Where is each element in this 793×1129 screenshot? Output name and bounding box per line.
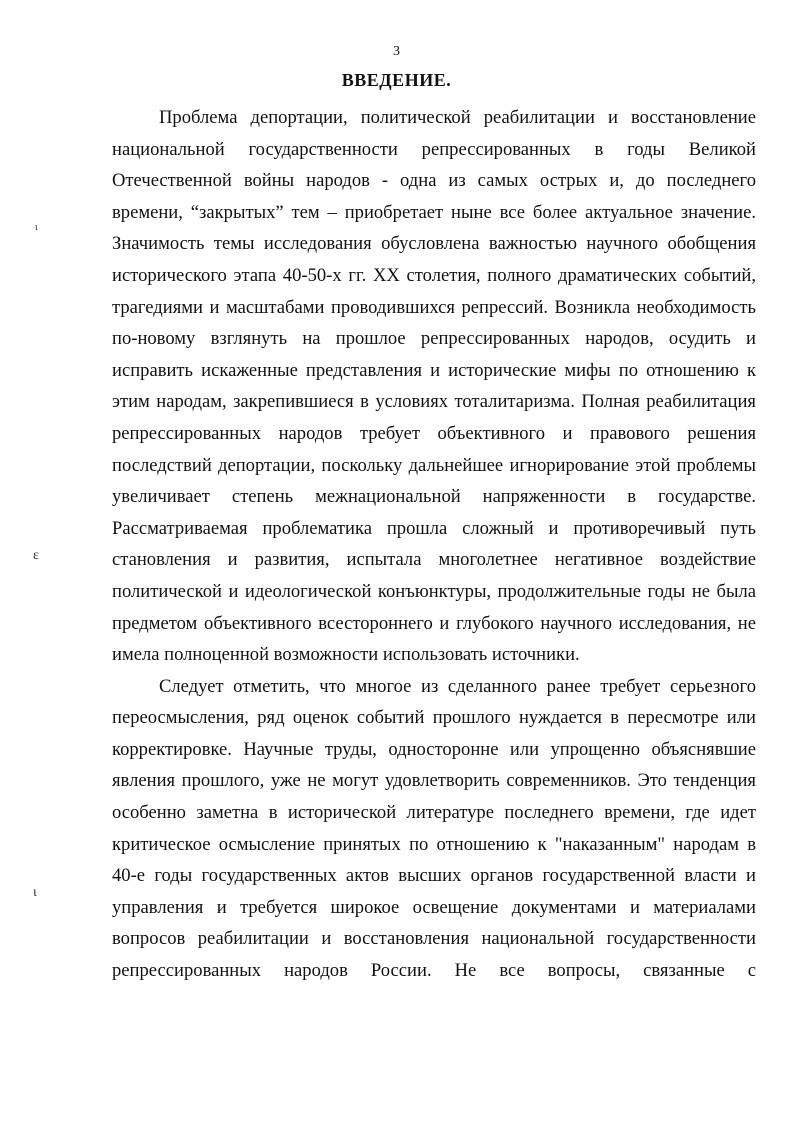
body-text <box>112 102 756 987</box>
paragraph-2: Следует отметить, что многое из сделанного ранее требует серьезного переосмысления, ряд оценок событий прошлого нуждается в пересмотре или корректировке. Научные труды, односторонне или упрощенно объяснявшие явления прошлого, уже не могут удовлетворить современников. Это тенденция особенно заметна в исторической литературе последнего времени, где идет критическое осмысление принятых по отношению к "наказанным" народам в 40-е годы государственных актов высших органов государственной власти и управления и требуется широкое освещение документами и материалами вопросов реабилитации и восстановления национальной государственности репрессированных народов России. Не все вопросы, связанные с <box>112 675 756 982</box>
margin-mark: ɛ <box>33 548 39 563</box>
margin-mark: ι <box>35 222 38 233</box>
page-number: 3 <box>393 44 400 59</box>
paragraph-1: Проблема депортации, политической реабилитации и восстановление национальной государственности репрессированных в годы Великой Отечественной войны народов - одна из самых острых и, до последнего времени, “закрытых” тем – приобретает ныне все более актуальное значение. Значимость темы исследования обусловлена важностью научного обобщения исторического этапа 40-50-х гг. XX столетия, полного драматических событий, трагедиями и масштабами проводившихся репрессий. Возникла необходимость по-новому взглянуть на прошлое репрессированных народов, осудить и исправить искаженные представления и исторические мифы по отношению к этим народам, закрепившиеся в условиях тоталитаризма. Полная реабилитация репрессированных народов требует объективного и правового решения последствий депортации, поскольку дальнейшее игнорирование этой проблемы увеличивает степень межнациональной напряженности в государстве. Рассматриваемая проблематика прошла сложный и противоречивый путь становления и развития, испытала многолетнее негативное воздействие политической и идеологической конъюнктуры, продолжительные годы не была предметом объективного всестороннего и глубокого научного исследования, не имела полноценной возможности использовать источники. <box>112 107 756 666</box>
page-title: ВВЕДЕНИЕ. <box>341 70 452 90</box>
margin-mark: ι <box>33 885 37 900</box>
